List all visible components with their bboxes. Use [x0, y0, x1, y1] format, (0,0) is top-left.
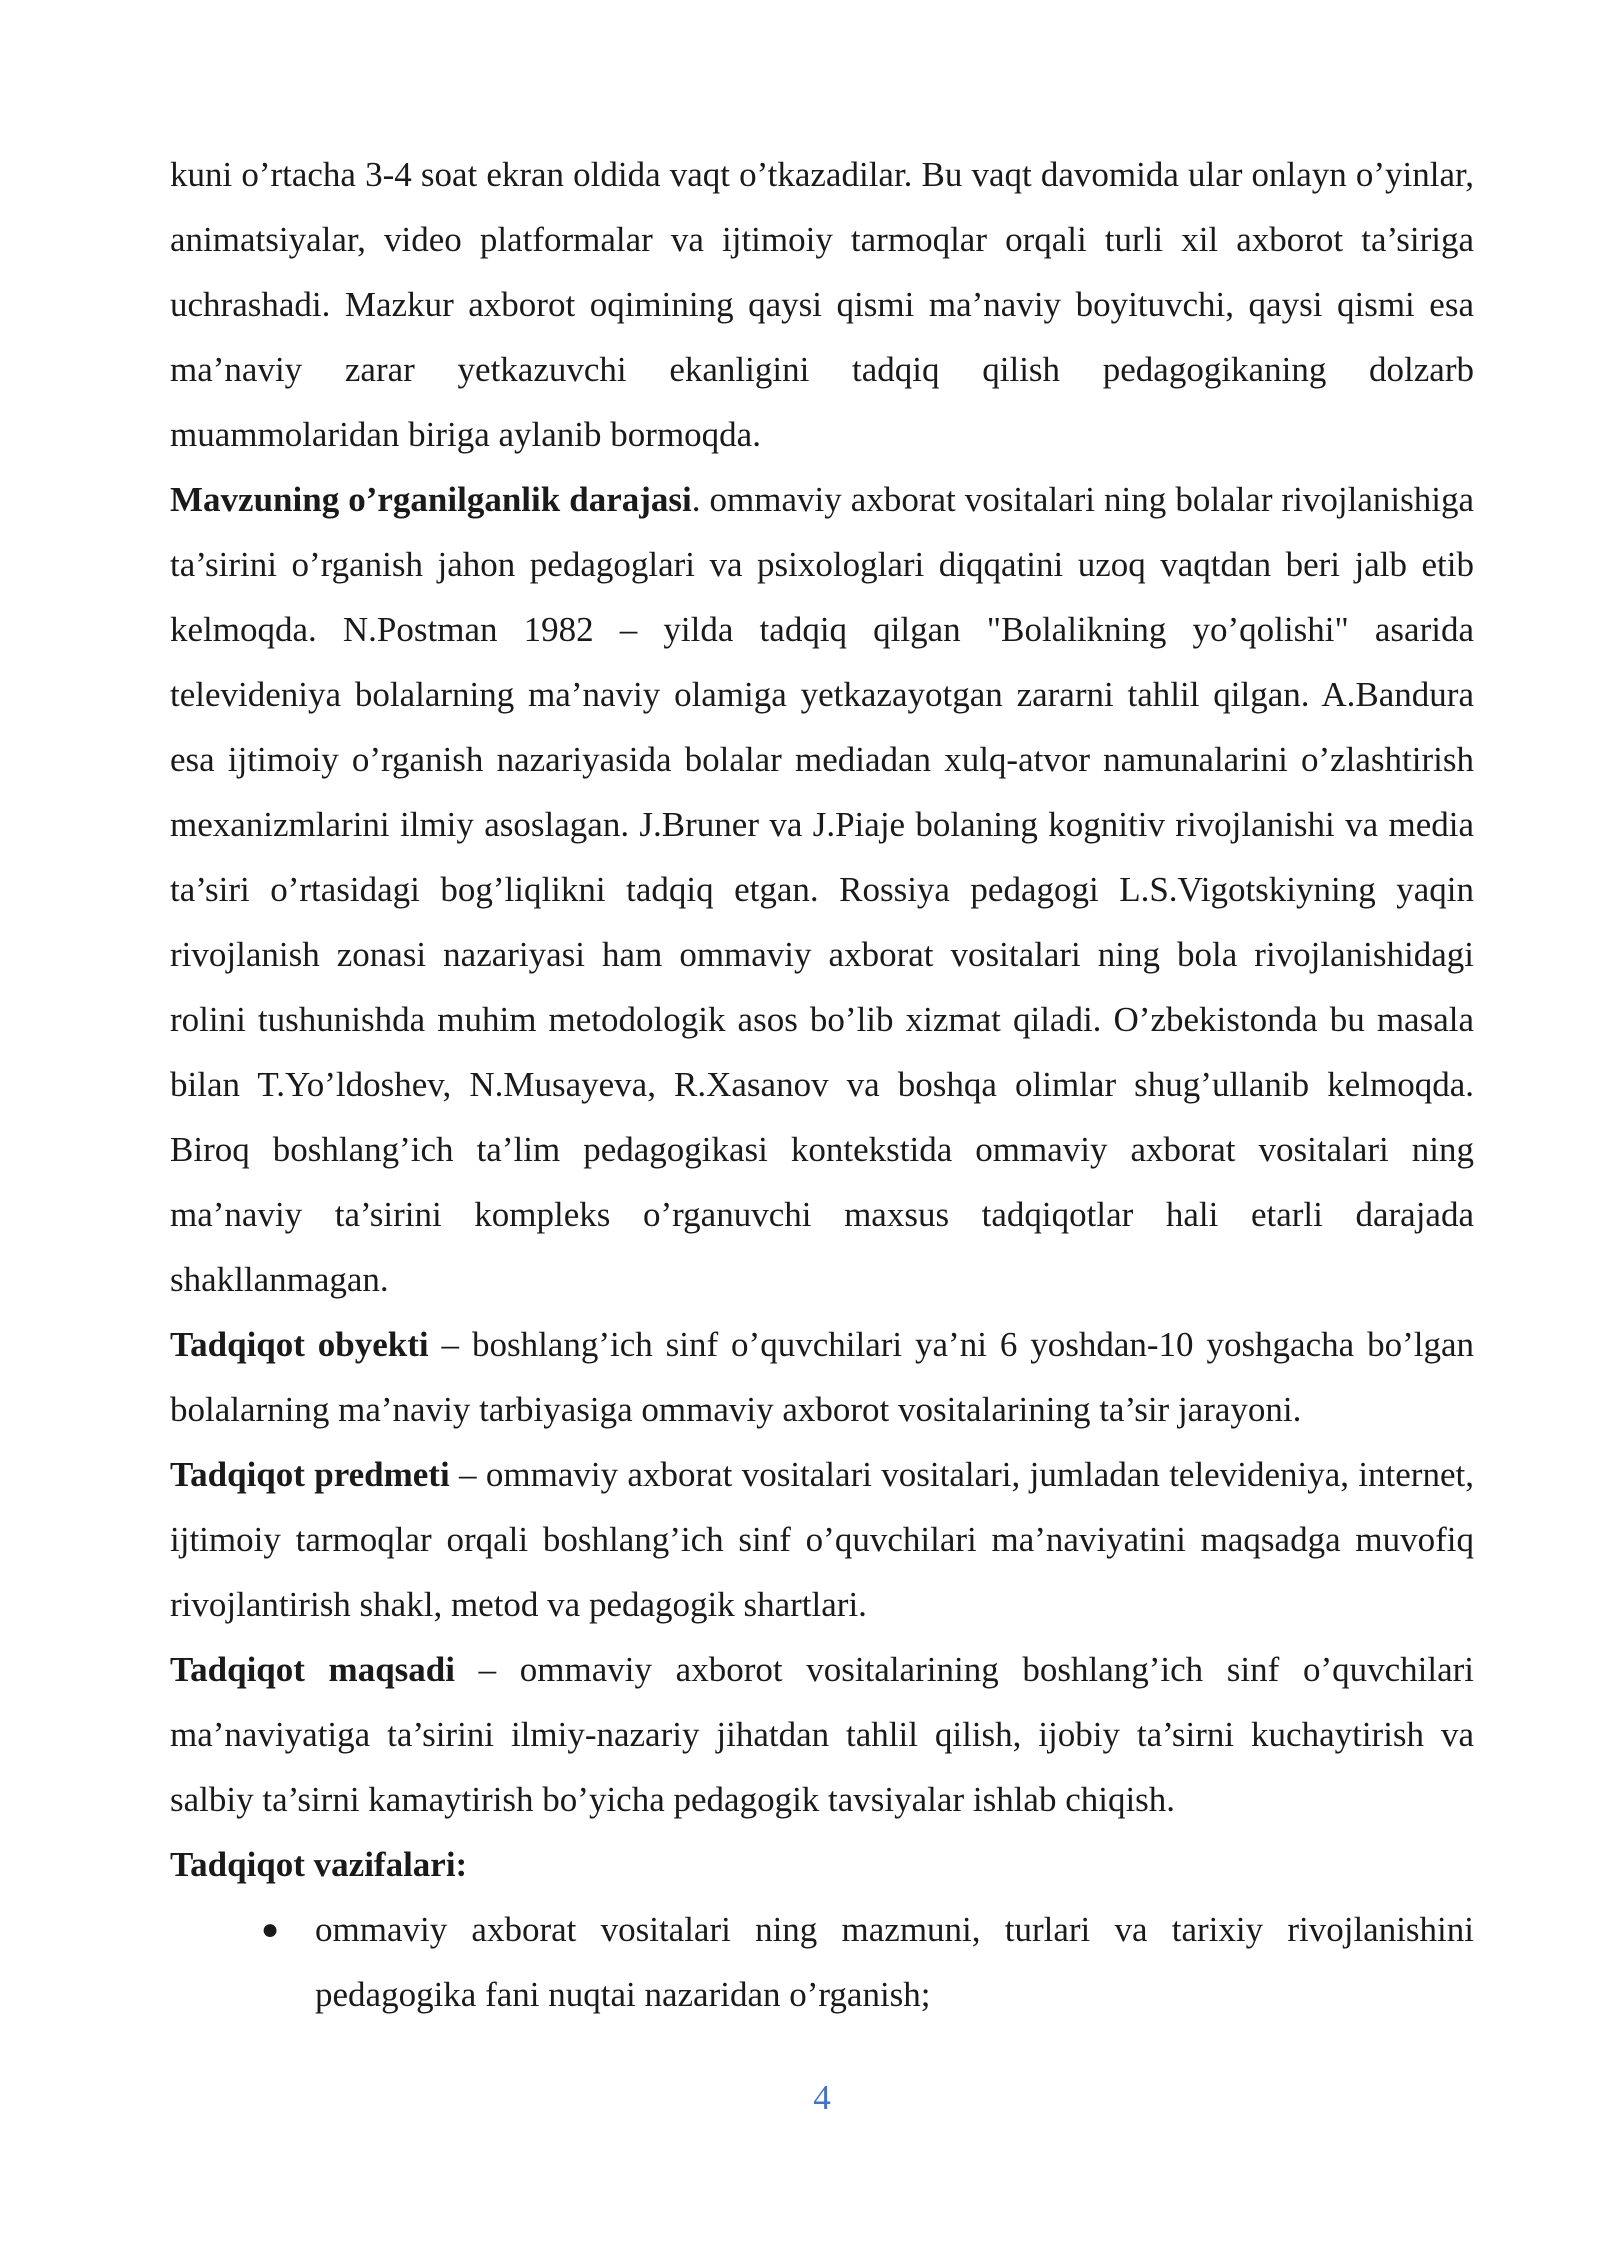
research-goal-heading: Tadqiqot maqsadi [170, 1650, 455, 1689]
research-tasks-list [170, 1897, 1474, 2027]
study-level-paragraph [170, 467, 1474, 1312]
study-level-text: . ommaviy axborat vositalari ning bolalar rivojlanishiga ta’sirini o’rganish jahon pedagoglari va psixologlari diqqatini uzoq vaqtdan beri jalb etib kelmoqda. N.Postman 1982 – yilda tadqiq qilgan "Bolalikning yo’qolishi" asarida televideniya bolalarning ma’naviy olamiga yetkazayotgan zararni tahlil qilgan. A.Bandura esa ijtimoiy o’rganish nazariyasida bolalar mediadan xulq-atvor namunalarini o’zlashtirish mexanizmlarini ilmiy asoslagan. J.Bruner va J.Piaje bolaning kognitiv rivojlanishi va media ta’siri o’rtasidagi bog’liqlikni tadqiq etgan. Rossiya pedagogi L.S.Vigotskiyning yaqin rivojlanish zonasi nazariyasi ham ommaviy axborat vositalari ning bola rivojlanishidagi rolini tushunishda muhim metodologik asos bo’lib xizmat qiladi. O’zbekistonda bu masala bilan T.Yo’ldoshev, N.Musayeva, R.Xasanov va boshqa olimlar shug’ullanib kelmoqda. Biroq boshlang’ich ta’lim pedagogikasi kontekstida ommaviy axborat vositalari ning ma’naviy ta’sirini kompleks o’rganuvchi maxsus tadqiqotlar hali etarli darajada shakllanmagan. [170, 480, 1474, 1299]
intro-paragraph [170, 142, 1474, 467]
intro-text: kuni o’rtacha 3-4 soat ekran oldida vaqt o’tkazadilar. Bu vaqt davomida ular onlayn o’yinlar, animatsiyalar, video platformalar va ijtimoiy tarmoqlar orqali turli xil axborot ta’siriga uchrashadi. Mazkur axborot oqimining qaysi qismi ma’naviy boyituvchi, qaysi qismi esa ma’naviy zarar yetkazuvchi ekanligini tadqiq qilish pedagogikaning dolzarb muammolaridan biriga aylanib bormoqda. [170, 155, 1474, 454]
task-item-text: ommaviy axborat vositalari ning mazmuni, turlari va tarixiy rivojlanishini pedagogika fani nuqtai nazaridan o’rganish; [315, 1910, 1474, 2014]
list-item [170, 1897, 1474, 2027]
research-object-text: – boshlang’ich sinf o’quvchilari ya’ni 6 yoshdan-10 yoshgacha bo’lgan bolalarning ma’naviy tarbiyasiga ommaviy axborot vositalarining ta’sir jarayoni. [170, 1325, 1474, 1429]
research-subject-paragraph [170, 1442, 1474, 1637]
page-number: 4 [813, 2078, 831, 2117]
research-tasks-heading: Tadqiqot vazifalari: [170, 1845, 468, 1884]
document-page [170, 142, 1474, 2027]
research-goal-paragraph [170, 1637, 1474, 1832]
research-goal-text: – ommaviy axborot vositalarining boshlang’ich sinf o’quvchilari ma’naviyatiga ta’sirini ilmiy-nazariy jihatdan tahlil qilish, ijobiy ta’sirni kuchaytirish va salbiy ta’sirni kamaytirish bo’yicha pedagogik tavsiyalar ishlab chiqish. [170, 1650, 1474, 1819]
research-object-heading: Tadqiqot obyekti [170, 1325, 429, 1364]
research-subject-heading: Tadqiqot predmeti [170, 1455, 450, 1494]
study-level-heading: Mavzuning o’rganilganlik darajasi [170, 480, 692, 519]
research-object-paragraph [170, 1312, 1474, 1442]
research-subject-text: – ommaviy axborat vositalari vositalari, jumladan televideniya, internet, ijtimoiy tarmoqlar orqali boshlang’ich sinf o’quvchilari ma’naviyatini maqsadga muvofiq rivojlantirish shakl, metod va pedagogik shartlari. [170, 1455, 1474, 1624]
bullet-icon: ● [261, 1913, 280, 1946]
